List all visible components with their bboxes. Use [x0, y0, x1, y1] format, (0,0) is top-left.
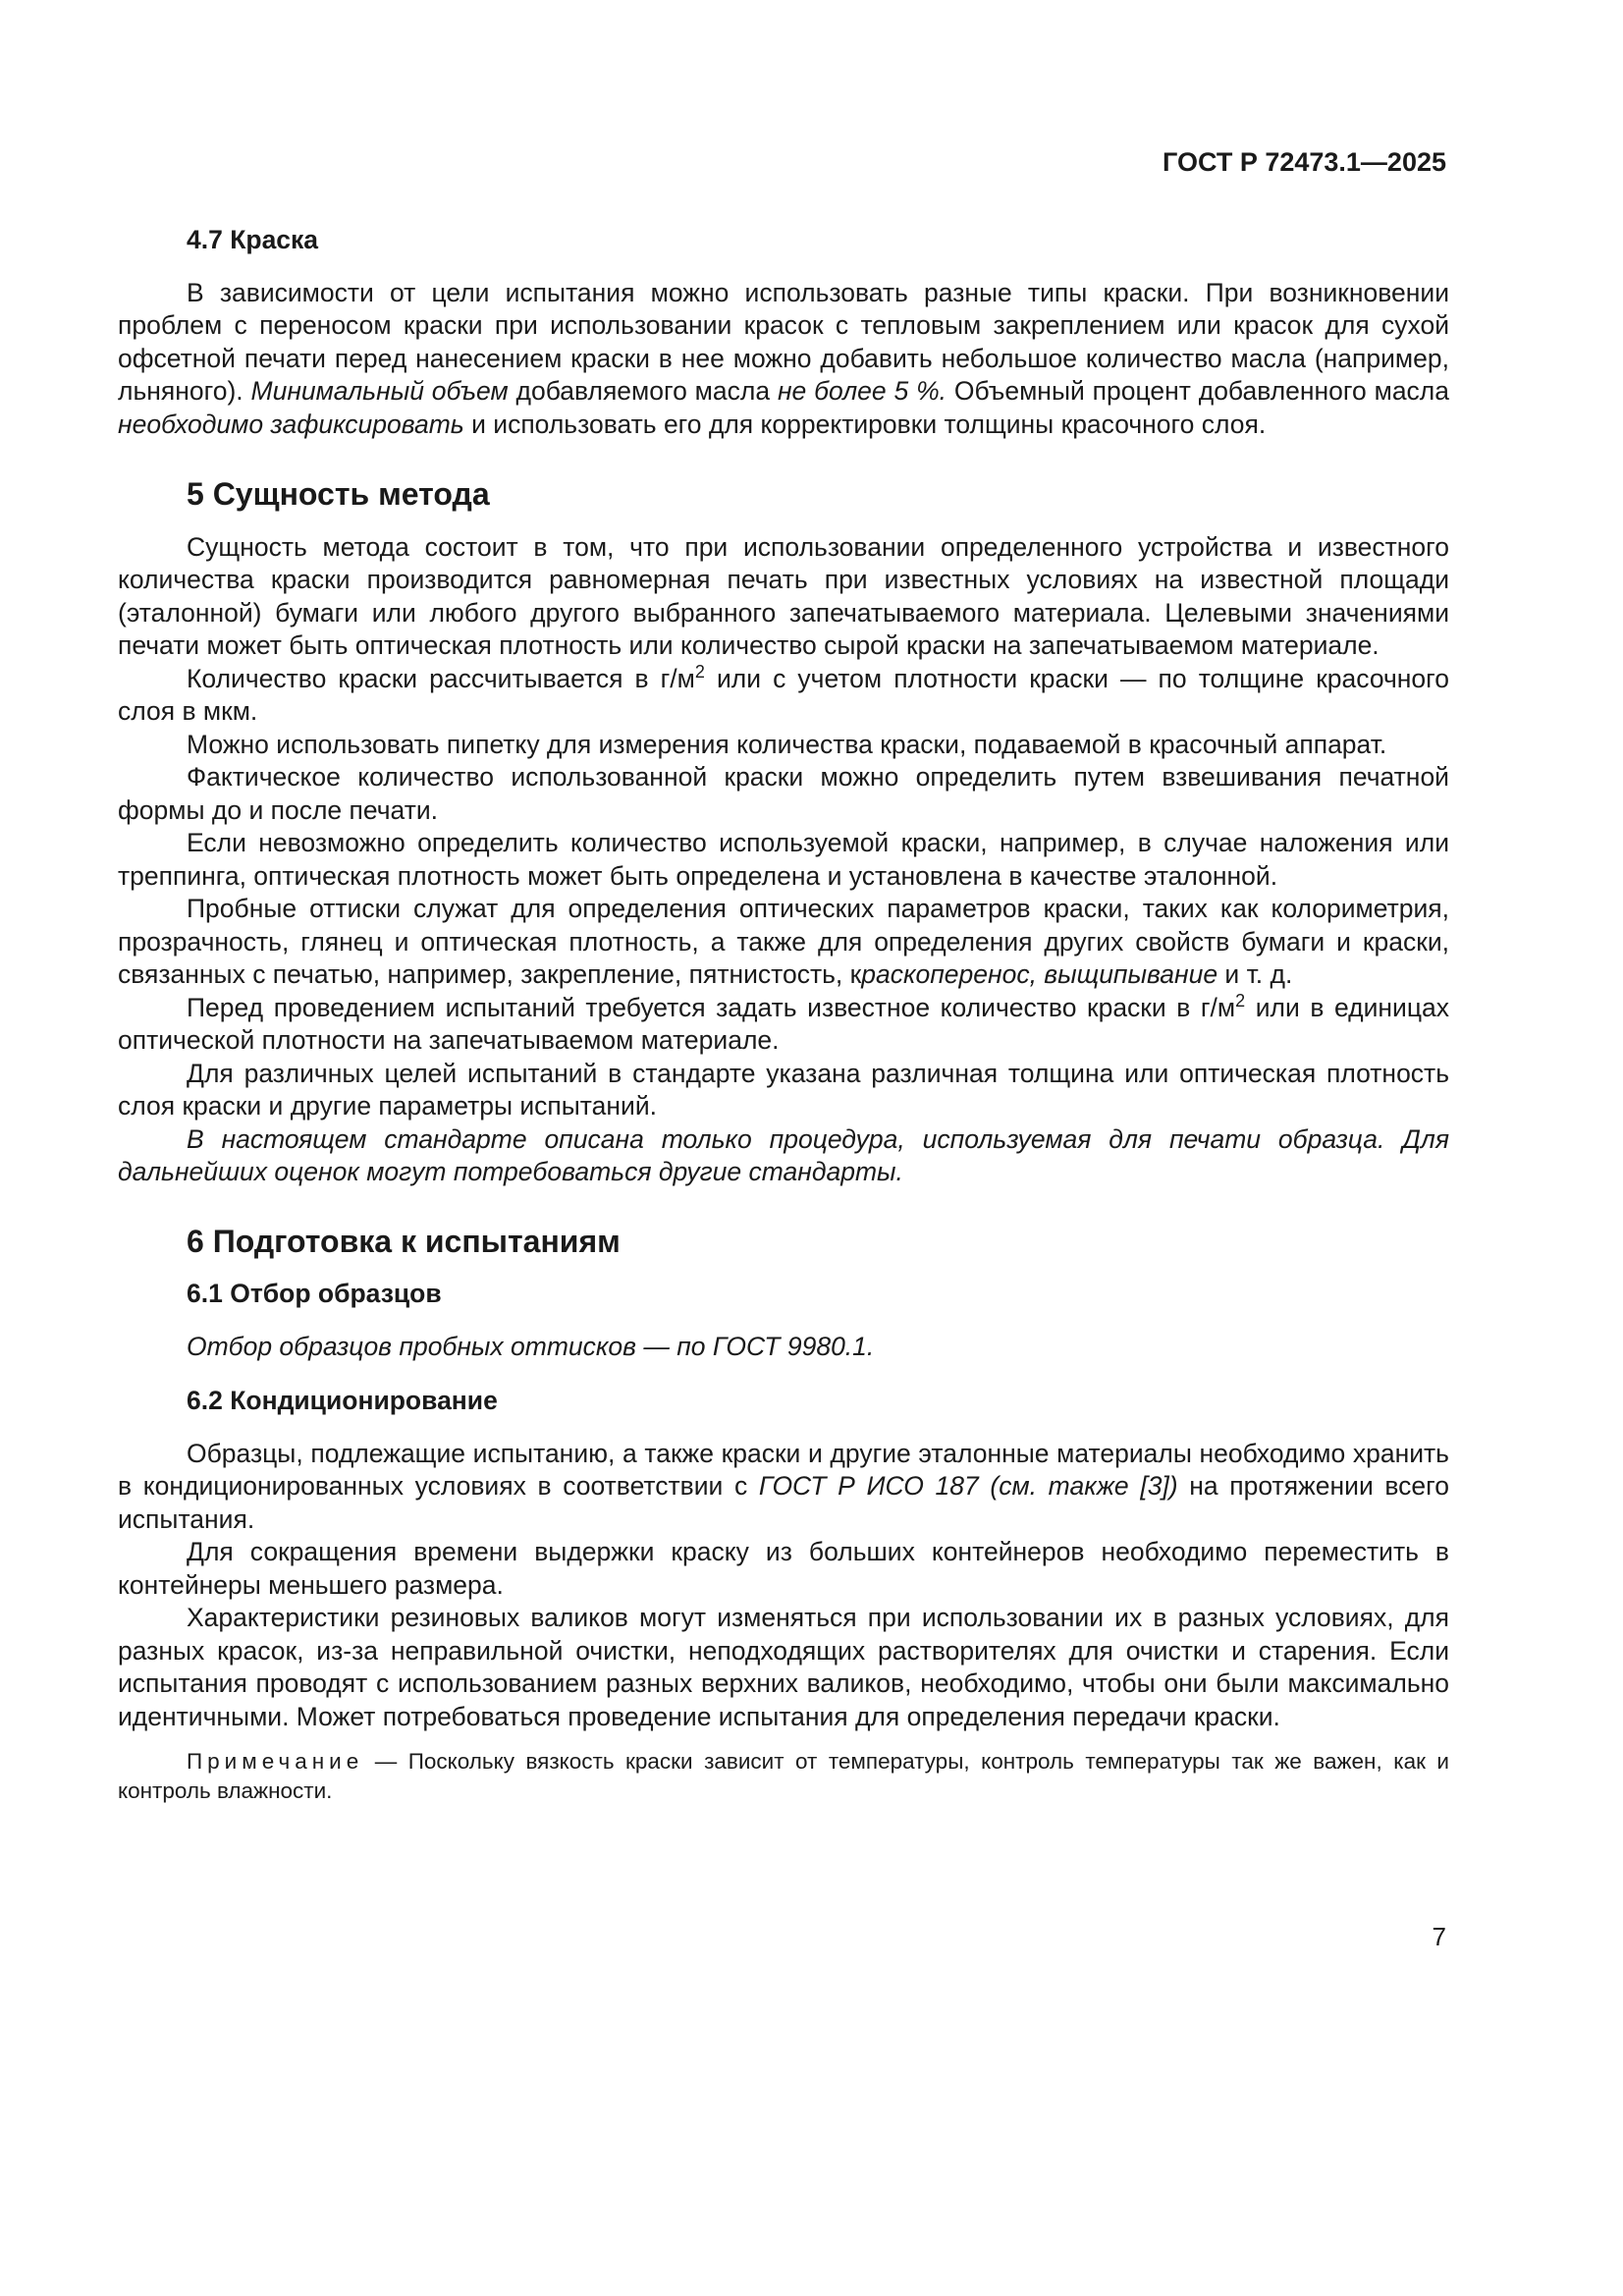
paragraph-italic: Отбор образцов пробных оттисков — по ГОСТ 9980.1.	[187, 1331, 875, 1361]
paragraph: Можно использовать пипетку для измерения количества краски, подаваемой в красочный аппарат.	[187, 729, 1387, 759]
note	[118, 1747, 1449, 1806]
paragraph-italic: В настоящем стандарте описана только процедура, используемая для печати образца. Для дальнейших оценок могут потребоваться другие стандарты.	[118, 1123, 1449, 1186]
paragraph: Сущность метода состоит в том, что при использовании определенного устройства и известного количества краски производится равномерная печать при известных условиях на известной площади (эталонной) бумаги или любого другого выбранного запечатываемого материала. Целевыми значениями печати может быть оптическая плотность или количество сырой краски на запечатываемом материале.	[118, 531, 1449, 660]
subsection-title-4-7: 4.7 Краска	[187, 225, 319, 254]
paragraph: Для различных целей испытаний в стандарте указана различная толщина или оптическая плотность слоя краски и другие параметры испытаний.	[118, 1058, 1449, 1121]
paragraph: Перед проведением испытаний требуется задать известное количество краски в $г/м^2$ или в единицах оптической плотности на запечатываемом материале.	[118, 990, 1449, 1055]
document-id-header: ГОСТ Р 72473.1—2025	[1163, 147, 1446, 177]
paragraph: Для сокращения времени выдержки краску из больших контейнеров необходимо переместить в контейнеры меньшего размера.	[118, 1537, 1449, 1600]
note-label: Примечание	[187, 1749, 364, 1774]
paragraph: Образцы, подлежащие испытанию, а также краски и другие эталонные материалы необходимо хранить в кондиционированных условиях в соответствии с ГОСТ Р ИСО 187 (см. также [3]) на протяжении всего испытания.	[118, 1438, 1449, 1534]
subsection-title-6-1: 6.1 Отбор образцов	[187, 1279, 442, 1308]
subsection-title-6-2: 6.2 Кондиционирование	[187, 1386, 498, 1415]
paragraph: Характеристики резиновых валиков могут изменяться при использовании их в разных условиях, для разных красок, из-за неправильной очистки, неподходящих растворителях для очистки и старения. Если испытания проводят с использованием разных верхних валиков, необходимо, чтобы они были максимально идентичными. Может потребоваться проведение испытания для определения передачи краски.	[118, 1603, 1449, 1731]
section-title-5: 5 Сущность метода	[187, 476, 490, 512]
paragraph: Пробные оттиски служат для определения оптических параметров краски, таких как колориметрия, прозрачность, глянец и оптическая плотность, а также для определения других свойств бумаги и краски, связанных с печатью, например, закрепление, пятнистость, краскоперенос, выщипывание и т. д.	[118, 894, 1449, 989]
paragraph: Количество краски рассчитывается в $г/м^2$ или с учетом плотности краски — по толщине красочного слоя в мкм.	[118, 661, 1449, 726]
page-content	[118, 224, 1449, 1806]
paragraph: Фактическое количество использованной краски можно определить путем взвешивания печатной формы до и после печати.	[118, 762, 1449, 825]
paragraph: В зависимости от цели испытания можно использовать разные типы краски. При возникновении проблем с переносом краски при использовании красок с тепловым закреплением или красок для сухой офсетной печати перед нанесением краски в нее можно добавить небольшое количество масла (например, льняного). Минимальный объем добавляемого масла не более 5 %. Объемный процент добавленного масла необходимо зафиксировать и использовать его для корректировки толщины красочного слоя.	[118, 277, 1450, 439]
page-number: 7	[1432, 1922, 1446, 1951]
section-title-6: 6 Подготовка к испытаниям	[187, 1223, 621, 1259]
paragraph: Если невозможно определить количество используемой краски, например, в случае наложения или треппинга, оптическая плотность может быть определена и установлена в качестве эталонной.	[118, 828, 1449, 891]
note-text: — Поскольку вязкость краски зависит от температуры, контроль температуры так же важен, как и контроль влажности.	[118, 1749, 1449, 1803]
